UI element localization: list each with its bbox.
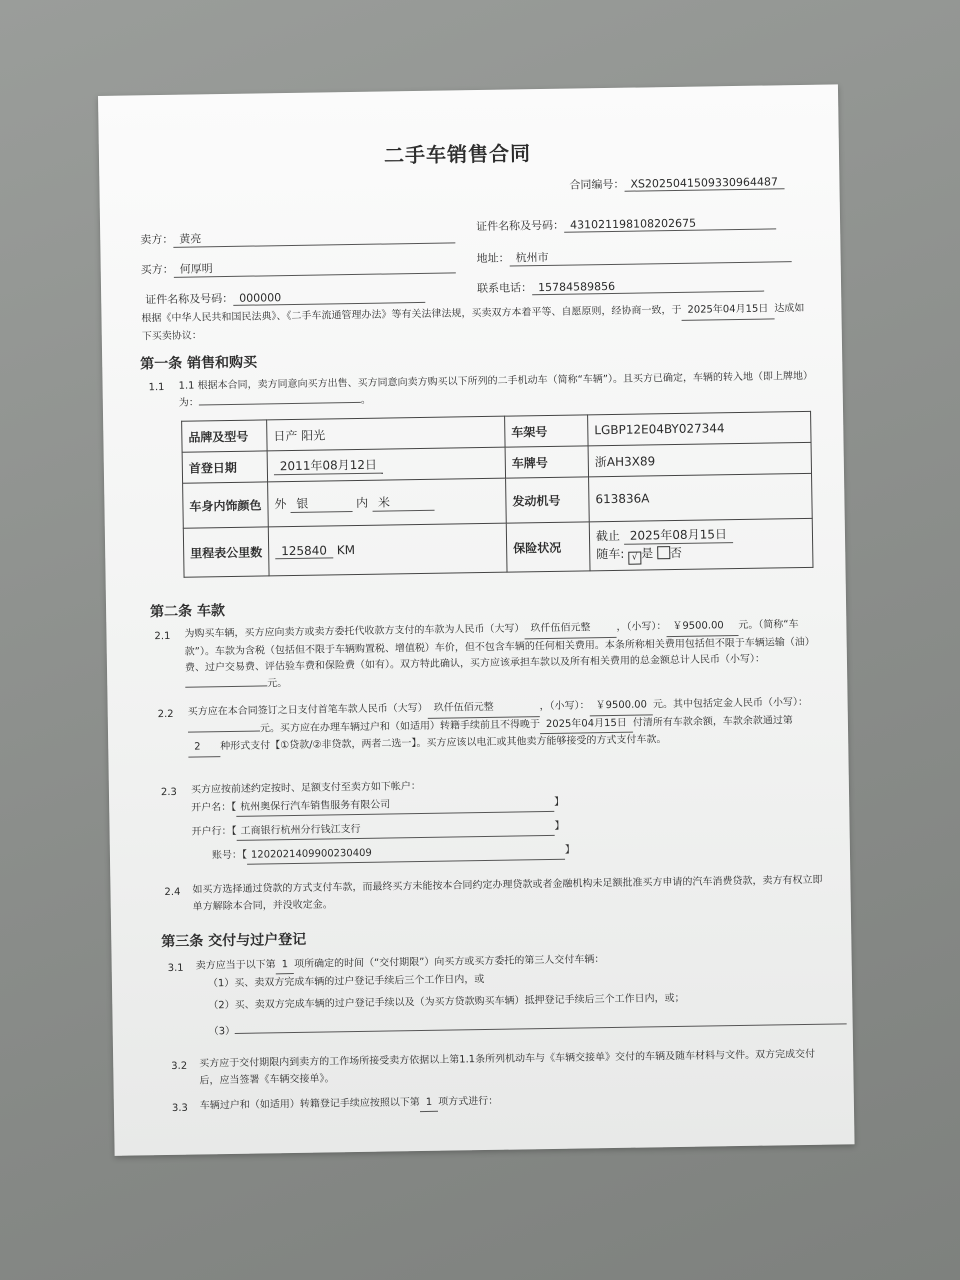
- clause-2-2: 买方应在本合同签订之日支付首笔车款人民币（大写） 玖仟伍佰元整 ，（小写）： ￥9500.00 元。其中包括定金人民币（小写）：元。买方应在办理车辆过户和（如适用）转籍手续前且不得晚于 2025年04月15日 付清所有车款余额，车款余款通过第2 种形式支付【①贷款/②非贷款，两者二选一】。买方应该以电汇或其他卖方能够接受的方式支付车款。: [188, 695, 819, 757]
- table-row: 品牌及型号 日产 阳光 车架号 LGBP12E04BY027344: [182, 411, 811, 452]
- clause-1-1: 1.1 根据本合同，卖方同意向买方出售、买方同意向卖方购买以下所列的二手机动车（简称“车辆”）。且买方已确定，车辆的转入地（即上牌地）为： 。: [178, 370, 809, 409]
- buyer-name: 何厚明: [174, 256, 456, 277]
- engine-value: 613836A: [589, 473, 813, 521]
- clause-2-1: 为购买车辆，买方应向卖方或卖方委托代收款方支付的车款为人民币（大写） 玖仟伍佰元整 ，（小写）： ￥9500.00 元。（简称“车款”）。车款为含税（包括但不限于车辆购置税、增值税）车价，但不包含车辆的任何相关费用。本条所称相关费用包括但不限于车辆运输（油）费、过户交易费、评估验车费和保险费（如有）。双方特此确认，买方应该承担车款以及所有相关费用的总金额总计人民币（小写）：元。: [184, 619, 810, 689]
- preamble: 根据《中华人民共和国民法典》、《二手车流通管理办法》等有关法律法规，买卖双方本着平等、自愿原则，经协商一致，于 2025年04月15日 达成如下买卖协议：: [141, 302, 805, 342]
- account-bank: 工商银行杭州分行钱江支行: [236, 819, 554, 841]
- clause-number: 3.3: [171, 1102, 188, 1114]
- contract-page: [98, 84, 855, 1155]
- article-1-heading: 第一条 销售和购买: [140, 354, 258, 373]
- clause-number: 1.1: [148, 381, 165, 394]
- insurance-value: 截止 2025年08月15日 随车: √ 是 否: [589, 518, 813, 570]
- mileage-value: 125840 KM: [268, 523, 507, 576]
- clause-number: 2.3: [160, 786, 177, 799]
- seller-row: 卖方： 黄亮: [140, 226, 455, 248]
- article-2-heading: 第二条 车款: [149, 603, 226, 621]
- seller-id-row: 证件名称及号码： 431021198108202675: [476, 213, 776, 234]
- table-row: 车身内饰颜色 外 银 内 米 发动机号 613836A: [183, 473, 813, 528]
- phone: 15784589856: [532, 278, 764, 296]
- article-3-heading: 第三条 交付与过户登记: [161, 931, 307, 951]
- document-title: 二手车销售合同: [383, 141, 532, 168]
- clause-3-1: 卖方应当于以下第 1 项所确定的时间（“交付期限”）向买方或买方委托的第三人交付车辆：: [196, 952, 605, 975]
- vehicle-table: [181, 411, 813, 578]
- brand-value: 日产 阳光: [267, 416, 505, 451]
- account-name-row: 开户名：【 杭州奥保行汽车销售服务有限公司 】: [191, 795, 564, 818]
- clause-3-1-option-2: （2）买、卖双方完成车辆的过户登记手续以及（为买方贷款购买车辆）抵押登记手续后三个工作日内，或；: [208, 992, 685, 1012]
- vin-value: LGBP12E04BY027344: [588, 411, 811, 445]
- contract-number: 合同编号： XS2025041509330964487: [569, 173, 784, 192]
- color-value: 外 银 内 米: [268, 478, 507, 527]
- clause-3-3: 车辆过户和（如适用）转籍登记手续应按照以下第 1 项方式进行：: [199, 1095, 499, 1112]
- first-reg-value: 2011年08月12日: [267, 447, 505, 482]
- buyer-row: 买方： 何厚明: [141, 256, 456, 278]
- clause-3-1-option-1: （1）买、卖双方完成车辆的过户登记手续后三个工作日内，或: [207, 974, 485, 990]
- seller-name: 黄亮: [173, 226, 455, 247]
- clause-number: 3.1: [167, 962, 184, 975]
- checkbox-no[interactable]: [657, 546, 670, 559]
- clause-3-2: 买方应于交付期限内到卖方的工作场所接受卖方依据以上第1.1条所列机动车与《车辆交接单》交付的车辆及随车材料与文件。双方完成交付后，应当签署《车辆交接单》。: [199, 1048, 816, 1087]
- account-number-row: 账号：【 1202021409900230409 】: [212, 843, 575, 866]
- table-row: 里程表公里数 125840 KM 保险状况 截止 2025年08月15日 随车: √ 是 否: [183, 518, 813, 577]
- phone-row: 联系电话： 15784589856: [477, 276, 764, 297]
- clause-number: 2.2: [157, 708, 174, 721]
- plate-value: 浙AH3X89: [588, 442, 811, 476]
- clause-number: 2.1: [154, 630, 171, 643]
- account-bank-row: 开户行：【 工商银行杭州分行钱江支行 】: [191, 819, 564, 842]
- checkbox-yes[interactable]: √: [628, 552, 641, 565]
- account-name: 杭州奥保行汽车销售服务有限公司: [236, 795, 554, 817]
- buyer-id: 000000: [233, 289, 425, 306]
- clause-number: 3.2: [171, 1060, 188, 1072]
- clause-number: 2.4: [164, 886, 181, 899]
- clause-3-1-option-3: （3）: [209, 1014, 848, 1040]
- seller-id: 431021198108202675: [564, 215, 776, 232]
- address-row: 地址： 杭州市: [476, 245, 791, 267]
- account-number: 1202021409900230409: [247, 843, 565, 865]
- address: 杭州市: [509, 245, 791, 266]
- clause-2-4: 如买方选择通过贷款的方式支付车款，而最终买方未能按本合同约定办理贷款或者金融机构未足额批准买方申请的汽车消费贷款，卖方有权立即单方解除本合同，并没收定金。: [192, 874, 823, 913]
- buyer-id-row: 证件名称及号码： 000000: [145, 287, 425, 307]
- table-row: 首登日期 2011年08月12日 车牌号 浙AH3X89: [182, 442, 811, 483]
- clause-2-3: 买方应按前述约定按时、足额支付至卖方如下帐户：: [190, 781, 421, 796]
